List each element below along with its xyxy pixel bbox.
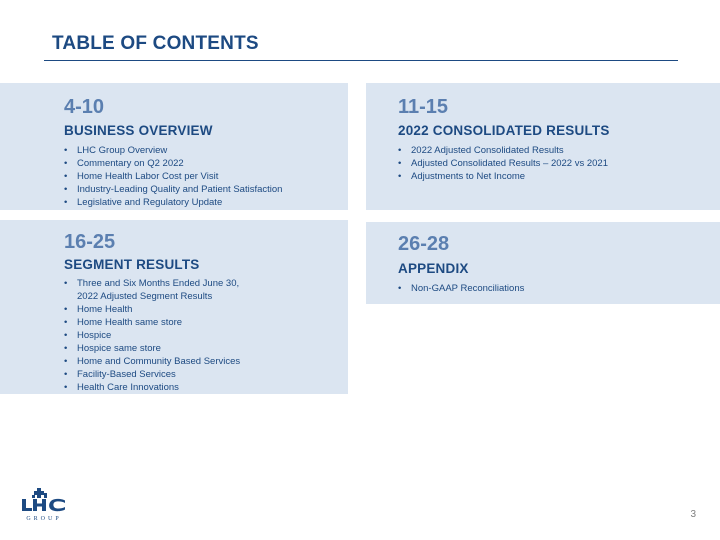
list-item: • Hospice [64,329,240,342]
list-item: • Adjusted Consolidated Results – 2022 vs 2021 [398,157,608,170]
list-item-line: Three and Six Months Ended June 30, [77,278,240,289]
list-item: • Home Health same store [64,316,240,329]
section-page-range: 4-10 [64,96,105,118]
list-item: • Legislative and Regulatory Update [64,196,282,209]
section-appendix[interactable] [366,222,720,304]
logo-subtext: GROUP [26,516,62,522]
section-item-list [398,282,524,295]
section-heading: 2022 CONSOLIDATED RESULTS [398,123,610,138]
section-item-list [398,144,608,183]
section-segment-results[interactable] [0,220,348,394]
list-item: • Home and Community Based Services [64,355,240,368]
section-page-range: 11-15 [398,96,449,118]
list-item [64,277,240,303]
list-item: • Non-GAAP Reconciliations [398,282,524,295]
section-heading: BUSINESS OVERVIEW [64,123,213,138]
list-item: • Health Care Innovations [64,381,240,394]
section-heading: SEGMENT RESULTS [64,257,200,272]
section-item-list [64,144,282,209]
list-item: • Facility-Based Services [64,368,240,381]
list-item: • Industry-Leading Quality and Patient Satisfaction [64,183,282,196]
list-item: • 2022 Adjusted Consolidated Results [398,144,608,157]
list-item: • Adjustments to Net Income [398,170,608,183]
section-page-range: 16-25 [64,231,116,253]
list-item-line: 2022 Adjusted Segment Results [77,291,213,302]
list-item: • Home Health Labor Cost per Visit [64,170,282,183]
title-divider [44,60,678,61]
section-page-range: 26-28 [398,233,450,255]
list-item: • LHC Group Overview [64,144,282,157]
section-heading: APPENDIX [398,261,469,276]
section-business-overview[interactable] [0,83,348,210]
page-title: TABLE OF CONTENTS [52,33,259,54]
section-item-list [64,277,240,394]
list-item: • Commentary on Q2 2022 [64,157,282,170]
section-consolidated-results[interactable] [366,83,720,210]
lhc-group-logo [20,487,68,523]
list-item: • Home Health [64,303,240,316]
list-item: • Hospice same store [64,342,240,355]
page-number: 3 [690,509,696,520]
